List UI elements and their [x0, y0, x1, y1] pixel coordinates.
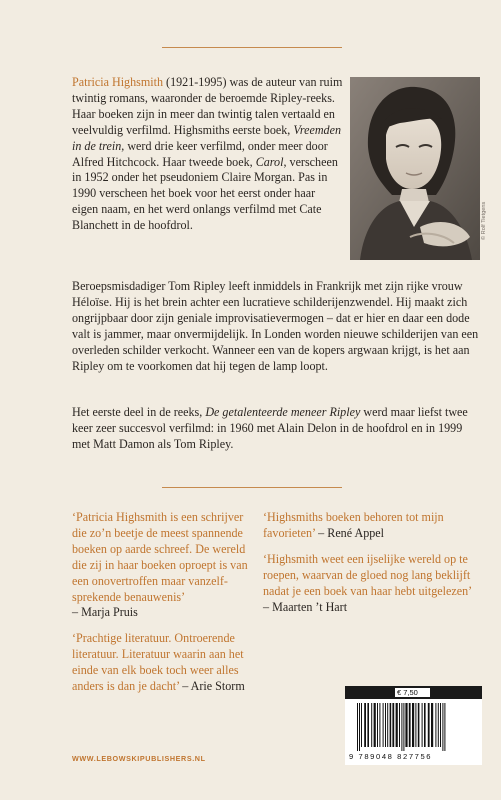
barcode-icon	[357, 703, 470, 751]
price-label: € 7,50	[395, 688, 430, 697]
author-photo	[350, 77, 480, 260]
publisher-website: WWW.LEBOWSKIPUBLISHERS.NL	[72, 754, 206, 763]
quote-text: ‘Prachtige literatuur. Ontroerende literatuur. Literatuur waarin aan het einde van elk boek toch weer alles anders is dan je dacht’	[72, 631, 244, 694]
quote-text: ‘Patricia Highsmith is een schrijver die zo’n beetje de meest spannende boeken op aarde schreef. De wereld die zij in haar boeken oproept is van een onovertroffen maar vanzelfsprekende benauwenis’	[72, 510, 248, 604]
author-bio	[72, 75, 344, 234]
quote	[263, 510, 483, 542]
quote-text: ‘Highsmiths boeken behoren tot mijn favorieten’	[263, 510, 444, 540]
bio-text-1: (1921-1995) was de auteur van ruim twintig romans, waaronder de beroemde Ripley-reeks. Haar boeken zijn in meer dan twintig talen vertaald en veelvuldig verfilmd. Highsmiths eerste boek,	[72, 75, 343, 137]
quote	[72, 510, 257, 621]
photo-credit: © Rolf Tietgens	[481, 201, 487, 240]
quote	[72, 631, 257, 695]
film-adaptations	[72, 405, 482, 453]
films-text-1: Het eerste deel in de reeks,	[72, 405, 206, 419]
author-name: Patricia Highsmith	[72, 75, 164, 89]
middle-divider	[162, 487, 342, 488]
plot-summary: Beroepsmisdadiger Tom Ripley leeft inmiddels in Frankrijk met zijn rijke vrouw Héloïse. Hij is het brein achter een lucratieve schilderijenzwendel. Hij maakt zich ongrijpbaar door zijn geniale improvisatievermogen – dat er hier en daar een dode valt is jammer, maar onvermijdelijk. In Londen worden nieuwe schilderijen van een overleden schilder verkocht. Wanneer een van de kopers argwaan krijgt, is het aan Ripley om te voorkomen dat hij tegen de lamp loopt.	[72, 279, 479, 373]
quote-text: ‘Highsmith weet een ijselijke wereld op te roepen, waarvan de gloed nog lang beklijft nadat je een boek van haar hebt uitgelezen’	[263, 551, 473, 598]
quote-attribution: – Marja Pruis	[72, 605, 138, 620]
isbn-number: 9 789048 827756	[349, 752, 433, 761]
bio-title-1: Vreemden in de trein	[72, 122, 342, 153]
films-title: De getalenteerde meneer Ripley	[205, 405, 361, 419]
quotes-left-column	[72, 510, 257, 705]
quote-attribution: – René Appel	[315, 525, 385, 540]
barcode-panel	[345, 686, 482, 765]
quote-attribution: – Maarten ’t Hart	[263, 599, 348, 614]
quote	[263, 552, 483, 616]
bio-text-2: , werd drie keer verfilmd, onder meer door Alfred Hitchcock. Haar tweede boek,	[72, 138, 328, 169]
bio-title-2: Carol	[255, 154, 284, 169]
quotes-right-column	[263, 510, 483, 625]
bio-text-3: , verscheen in 1952 onder het pseudoniem Claire Morgan. Pas in 1990 verscheen het boek voor het eerst onder haar eigen naam, en het werd onlangs verfilmd met Cate Blanchett in de hoofdrol.	[72, 154, 338, 233]
price-bar	[345, 686, 482, 699]
quote-attribution: – Arie Storm	[179, 679, 245, 694]
films-text-2: werd maar liefst twee keer zeer succesvol verfilmd: in 1960 met Alain Delon in de hoofdrol en in 1999 met Matt Damon als Tom Ripley.	[72, 405, 468, 451]
top-divider	[162, 47, 342, 48]
